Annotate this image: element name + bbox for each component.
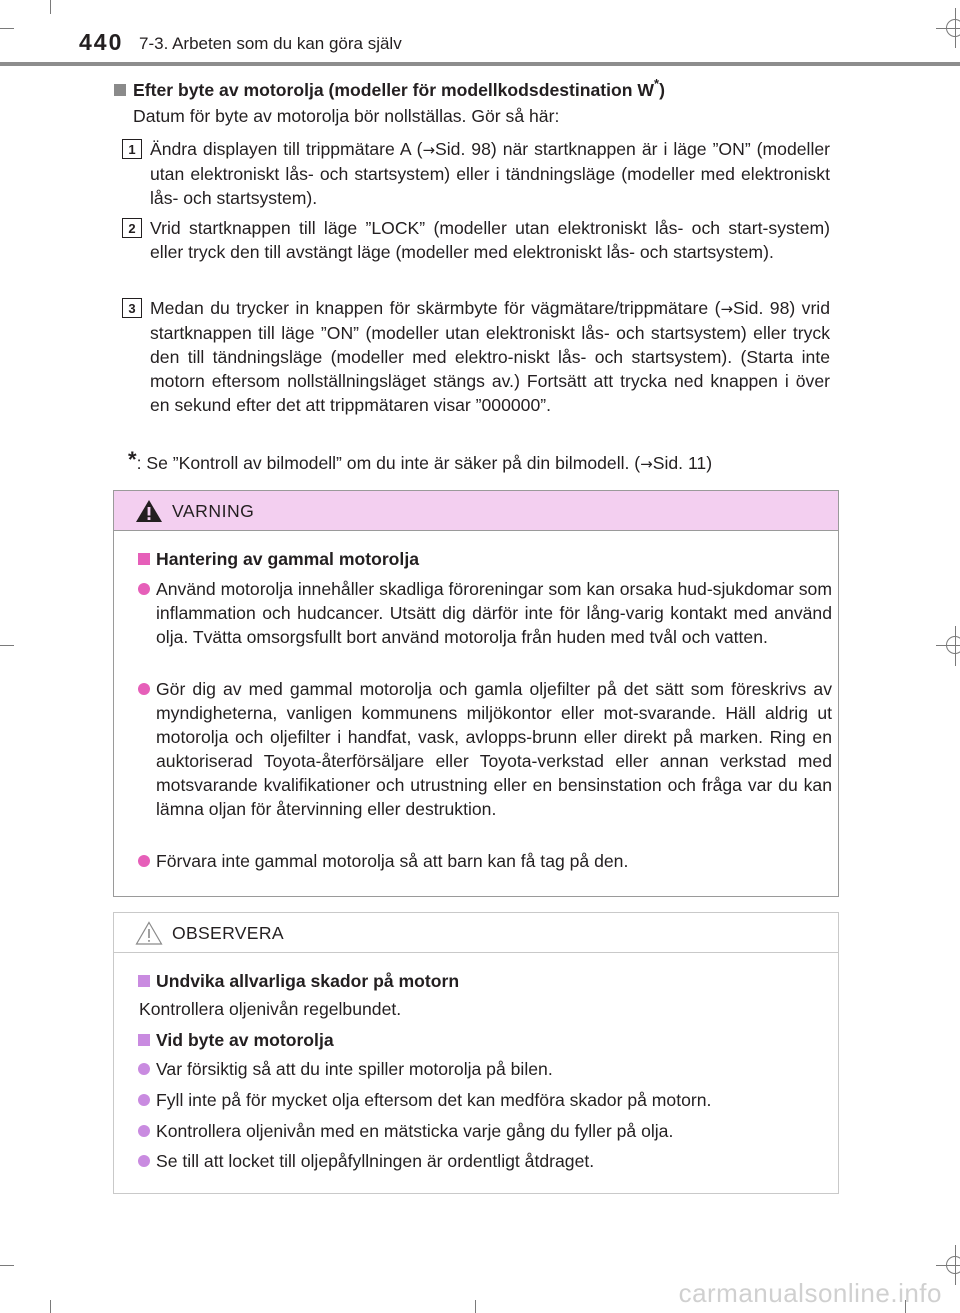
bullet-dot-icon [138, 1125, 150, 1137]
bullet-dot-icon [138, 583, 150, 595]
warning-triangle-icon [135, 499, 163, 523]
warning-box [113, 490, 839, 897]
warning-subtitle: Hantering av gammal motorolja [138, 549, 419, 570]
warning-bullet: Använd motorolja innehåller skadliga föroreningar som kan orsaka hud-sjukdomar som inflammation och hudcancer. Utsätt dig därför inte för lång-varig kontakt med använd olja. Tvätta omsorgsfullt bort använd motorolja från huden med tvål och vatten. [138, 577, 832, 649]
registration-mark [946, 19, 960, 37]
chapter-title: 7-3. Arbeten som du kan göra själv [139, 34, 402, 53]
warning-title: VARNING [172, 501, 255, 521]
warning-bullet: Gör dig av med gammal motorolja och gamla oljefilter på det sätt som föreskrivs av myndigheterna, vanligen kommunens miljökontor eller mot-svarande. Häll aldrig ut motorolja och oljefilter i handfat, vask, avlopps-brunn eller direkt på marken. Ring en auktoriserad Toyota-återförsäljare eller Toyota-verkstad eller annan verkstad med motsvarande kvalifikationer och utrustning eller en bensinstation och fråga var du kan lämna oljan för återvinning eller destruktion. [138, 677, 832, 821]
notice-subtitle-1: Undvika allvarliga skador på motorn [138, 971, 459, 992]
crop-mark [475, 1300, 476, 1313]
warning-header [114, 491, 838, 531]
notice-bullet: Fyll inte på för mycket olja eftersom det kan medföra skador på motorn. [138, 1088, 832, 1112]
bullet-dot-icon [138, 683, 150, 695]
registration-mark [946, 636, 960, 654]
crop-mark [50, 1300, 51, 1313]
bullet-dot-icon [138, 1155, 150, 1167]
crop-mark [0, 1265, 14, 1266]
step-number-1: 1 [122, 139, 142, 159]
step-2-text: Vrid startknappen till läge ”LOCK” (modeller utan elektroniskt lås- och start-system) eller tryck den till avstängt läge (modeller med elektroniskt lås- och startsystem). [150, 218, 830, 262]
notice-title: OBSERVERA [172, 923, 284, 943]
square-bullet-icon [138, 975, 150, 987]
notice-box [113, 912, 839, 1194]
section-heading: Efter byte av motorolja (modeller för modellkodsdestination W*) [114, 76, 665, 101]
warning-bullet: Förvara inte gammal motorolja så att barn kan få tag på den. [138, 849, 832, 873]
registration-mark [946, 1256, 960, 1274]
arrow-right-icon: → [720, 300, 734, 318]
arrow-right-icon: → [422, 141, 436, 159]
section-square-icon [114, 84, 126, 96]
caution-triangle-icon [135, 921, 163, 945]
bullet-dot-icon [138, 1094, 150, 1106]
notice-bullet: Var försiktig så att du inte spiller motorolja på bilen. [138, 1057, 832, 1081]
notice-subtitle-2: Vid byte av motorolja [138, 1030, 334, 1051]
crop-mark [0, 645, 14, 646]
arrow-right-icon: → [640, 455, 653, 473]
notice-bullet: Se till att locket till oljepåfyllningen är ordentligt åtdraget. [138, 1149, 832, 1173]
section-intro: Datum för byte av motorolja bör nollställas. Gör så här: [133, 106, 560, 126]
step-number-2: 2 [122, 218, 142, 238]
step-3-text: Medan du trycker in knappen för skärmbyte för vägmätare/trippmätare (→Sid. 98) vrid startknappen till läge ”ON” (modeller utan elektroniskt lås- och startsystem) eller tryck den till tändningsläge (modeller med elektro-niskt lås- och startsystem). (Starta inte motorn eftersom nollställningsläget stängs av.) Fortsätt att trycka ned knappen i över en sekund efter det att trippmätaren visar ”000000”. [150, 298, 831, 415]
footnote: *: Se ”Kontroll av bilmodell” om du inte är säker på din bilmodell. (→Sid. 11) [128, 447, 713, 473]
crop-mark [0, 28, 14, 29]
square-bullet-icon [138, 553, 150, 565]
notice-text: Kontrollera oljenivån regelbundet. [139, 999, 402, 1019]
header-rule [0, 62, 960, 66]
bullet-dot-icon [138, 1063, 150, 1075]
page-number: 440 [79, 29, 124, 55]
step-1-text: Ändra displayen till trippmätare A (→Sid. 98) när startknappen är i läge ”ON” (modeller utan elektroniskt lås- och startsystem) eller i tändningsläge (modeller med elektroniskt lås- och startsystem). [150, 139, 830, 208]
watermark: carmanualsonline.info [678, 1278, 942, 1308]
bullet-dot-icon [138, 855, 150, 867]
square-bullet-icon [138, 1034, 150, 1046]
step-number-3: 3 [122, 298, 142, 318]
crop-mark [50, 0, 51, 14]
notice-bullet: Kontrollera oljenivån med en mätsticka varje gång du fyller på olja. [138, 1119, 832, 1143]
notice-header [114, 913, 838, 953]
